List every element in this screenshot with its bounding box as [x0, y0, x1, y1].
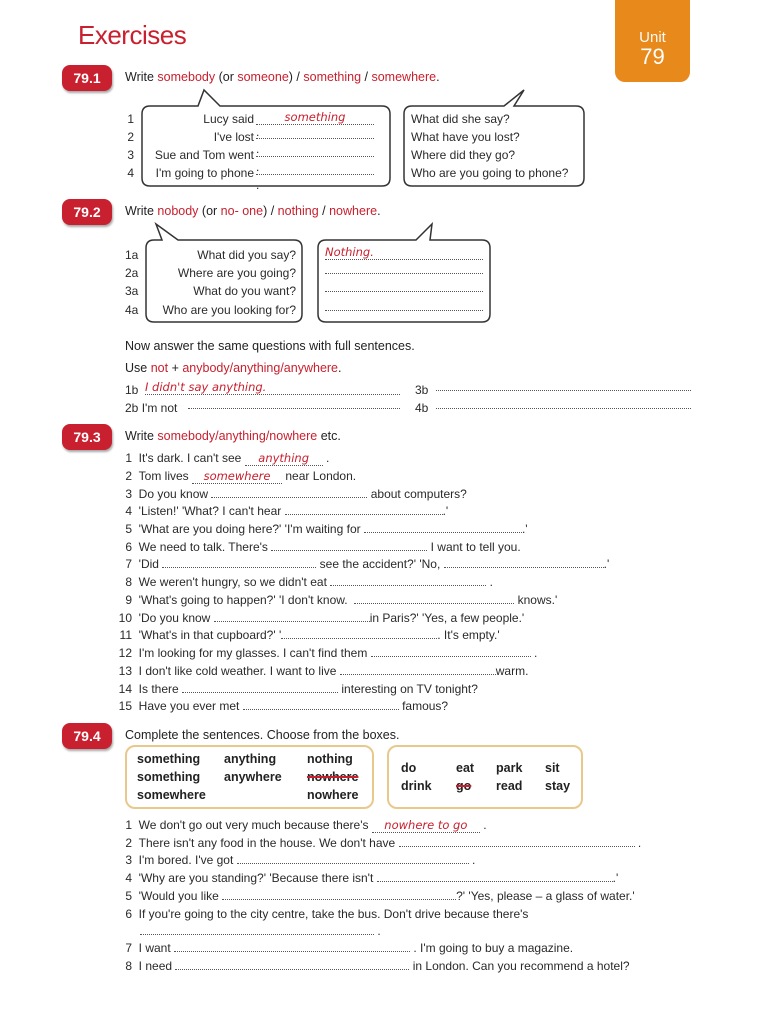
word-option: nothing — [307, 752, 353, 766]
answer-blank[interactable] — [354, 603, 514, 604]
word-option-used: nowhere — [307, 770, 359, 784]
list-item: 1a — [125, 248, 139, 262]
reply-text: What did she say? — [411, 112, 510, 126]
answer-blank[interactable]: I didn't say anything. — [145, 380, 400, 395]
list-item: 3b — [415, 383, 429, 397]
answer-blank[interactable] — [211, 497, 367, 498]
exercise-instruction: Write somebody/anything/nowhere etc. — [125, 429, 341, 443]
prompt-text: Who are you looking for? — [162, 303, 296, 317]
prompt-text: Sue and Tom went — [154, 148, 254, 162]
word-option: stay — [545, 779, 571, 793]
answer-blank[interactable] — [285, 514, 443, 515]
answer-blank[interactable] — [162, 567, 316, 568]
answer-blank[interactable] — [271, 550, 427, 551]
word-box-pronouns — [125, 745, 374, 809]
answer-blank[interactable]: . — [256, 164, 374, 192]
word-option: somewhere — [137, 788, 206, 802]
list-item: 2 Tom lives somewhere near London. — [125, 469, 357, 483]
answer-blank[interactable] — [325, 281, 483, 295]
list-item: 2 There isn't any food in the house. We don't have . — [125, 836, 642, 850]
list-item: 4a — [125, 303, 139, 317]
prompt-text: Lucy said — [203, 112, 254, 126]
answer-blank[interactable]: Nothing. — [325, 245, 483, 260]
list-item: 10 'Do you know in Paris?' 'Yes, a few people.' — [118, 611, 525, 625]
answer-blank[interactable] — [325, 263, 483, 277]
answer-blank[interactable] — [377, 881, 613, 882]
answer-blank[interactable] — [340, 674, 496, 675]
answer-blank[interactable]: . — [256, 146, 374, 174]
answer-blank[interactable] — [281, 638, 437, 639]
answer-blank[interactable] — [214, 621, 370, 622]
unit-label: Unit — [639, 29, 666, 46]
word-box-verbs — [387, 745, 583, 809]
prompt-text: Where are you going? — [177, 266, 296, 280]
list-item: 7 I want . I'm going to buy a magazine. — [125, 941, 574, 955]
answer-blank[interactable] — [399, 846, 635, 847]
list-item: 1b — [125, 383, 139, 397]
exercise-badge-79-3: 79.3 — [62, 424, 112, 450]
list-item: 12 I'm looking for my glasses. I can't find them . — [118, 646, 538, 660]
exercise-instruction: Write nobody (or no- one) / nothing / nowhere. — [125, 204, 381, 218]
answer-blank[interactable]: somewhere — [192, 469, 282, 484]
answer-blank[interactable]: anything — [245, 451, 323, 466]
list-item: 8 We weren't hungry, so we didn't eat . — [125, 575, 493, 589]
word-option: drink — [401, 779, 432, 793]
answer-blank[interactable] — [436, 398, 691, 412]
word-option: eat — [456, 761, 475, 775]
prompt-text: I'm going to phone — [155, 166, 254, 180]
sub-instruction: Now answer the same questions with full sentences. — [125, 339, 415, 353]
exercise-badge-79-4: 79.4 — [62, 723, 112, 749]
list-item: 14 Is there interesting on TV tonight? — [118, 682, 478, 696]
answer-blank[interactable] — [174, 951, 410, 952]
word-option: read — [496, 779, 523, 793]
list-item: 2b I'm not — [125, 401, 178, 415]
list-item-continuation: . — [140, 924, 381, 938]
word-option: nowhere — [307, 788, 359, 802]
word-option: do — [401, 761, 417, 775]
unit-tab — [615, 0, 690, 82]
list-item: 8 I need in London. Can you recommend a hotel? — [125, 959, 630, 973]
unit-number: 79 — [640, 44, 665, 69]
exercise-badge-79-2: 79.2 — [62, 199, 112, 225]
list-item: 15 Have you ever met famous? — [118, 699, 449, 713]
word-option-used: go — [456, 779, 472, 793]
answer-blank[interactable] — [243, 709, 399, 710]
answer-blank[interactable] — [436, 380, 691, 394]
prompt-text: What do you want? — [193, 284, 296, 298]
exercise-instruction: Write somebody (or someone) / something / somewhere. — [125, 70, 440, 84]
reply-text: Where did they go? — [411, 148, 516, 162]
list-item: 11 'What's in that cupboard?' ' . It's empty.' — [119, 628, 500, 642]
exercise-badge-79-1: 79.1 — [62, 65, 112, 91]
list-item: 5 'Would you like ?' 'Yes, please – a glass of water.' — [125, 889, 635, 903]
list-item: 6 We need to talk. There's I want to tell you. — [125, 540, 521, 554]
exercise-instruction: Complete the sentences. Choose from the boxes. — [125, 728, 400, 742]
list-item: 3 Do you know about computers? — [125, 487, 467, 501]
list-item: 2a — [125, 266, 139, 280]
list-item: 13 I don't like cold weather. I want to live warm. — [118, 664, 529, 678]
list-item: 3 I'm bored. I've got . — [125, 853, 476, 867]
sub-instruction-use: Use not + anybody/anything/anywhere. — [125, 361, 342, 375]
list-item: 7 'Did see the accident?' 'No, .' — [125, 557, 610, 571]
list-item: 1 We don't go out very much because there's nowhere to go . — [125, 818, 487, 832]
answer-blank[interactable] — [188, 398, 400, 412]
word-option: anywhere — [224, 770, 282, 784]
word-option: something — [137, 770, 201, 784]
answer-blank[interactable] — [371, 656, 531, 657]
list-item: 4 'Listen!' 'What? I can't hear .' — [125, 504, 449, 518]
page-title: Exercises — [78, 20, 187, 50]
answer-blank[interactable]: . — [256, 128, 374, 156]
answer-blank[interactable] — [140, 934, 374, 935]
word-option: anything — [224, 752, 277, 766]
list-item: 5 'What are you doing here?' 'I'm waiting for .' — [125, 522, 528, 536]
answer-blank[interactable] — [237, 863, 469, 864]
answer-blank[interactable] — [182, 692, 338, 693]
prompt-text: I've lost — [213, 130, 254, 144]
answer-blank[interactable]: nowhere to go — [372, 818, 480, 833]
word-option: park — [496, 761, 523, 775]
list-item: 4 'Why are you standing?' 'Because there isn't .' — [125, 871, 619, 885]
list-item: 9 'What's going to happen?' 'I don't know. knows.' — [125, 593, 558, 607]
answer-blank[interactable] — [444, 567, 604, 568]
answer-blank[interactable] — [330, 585, 486, 586]
list-item: 1 It's dark. I can't see anything . — [125, 451, 330, 465]
prompt-text: What did you say? — [197, 248, 296, 262]
word-option: something — [137, 752, 201, 766]
list-item: 6 If you're going to the city centre, take the bus. Don't drive because there's — [125, 907, 529, 921]
reply-text: What have you lost? — [411, 130, 520, 144]
answer-blank[interactable] — [175, 969, 409, 970]
reply-text: Who are you going to phone? — [411, 166, 569, 180]
answer-blank[interactable] — [325, 300, 483, 314]
list-item: 4b — [415, 401, 429, 415]
list-item: 3a — [125, 284, 139, 298]
answer-blank[interactable]: something. — [256, 110, 374, 139]
word-option: sit — [545, 761, 560, 775]
answer-blank[interactable] — [364, 532, 522, 533]
answer-blank[interactable] — [222, 899, 456, 900]
